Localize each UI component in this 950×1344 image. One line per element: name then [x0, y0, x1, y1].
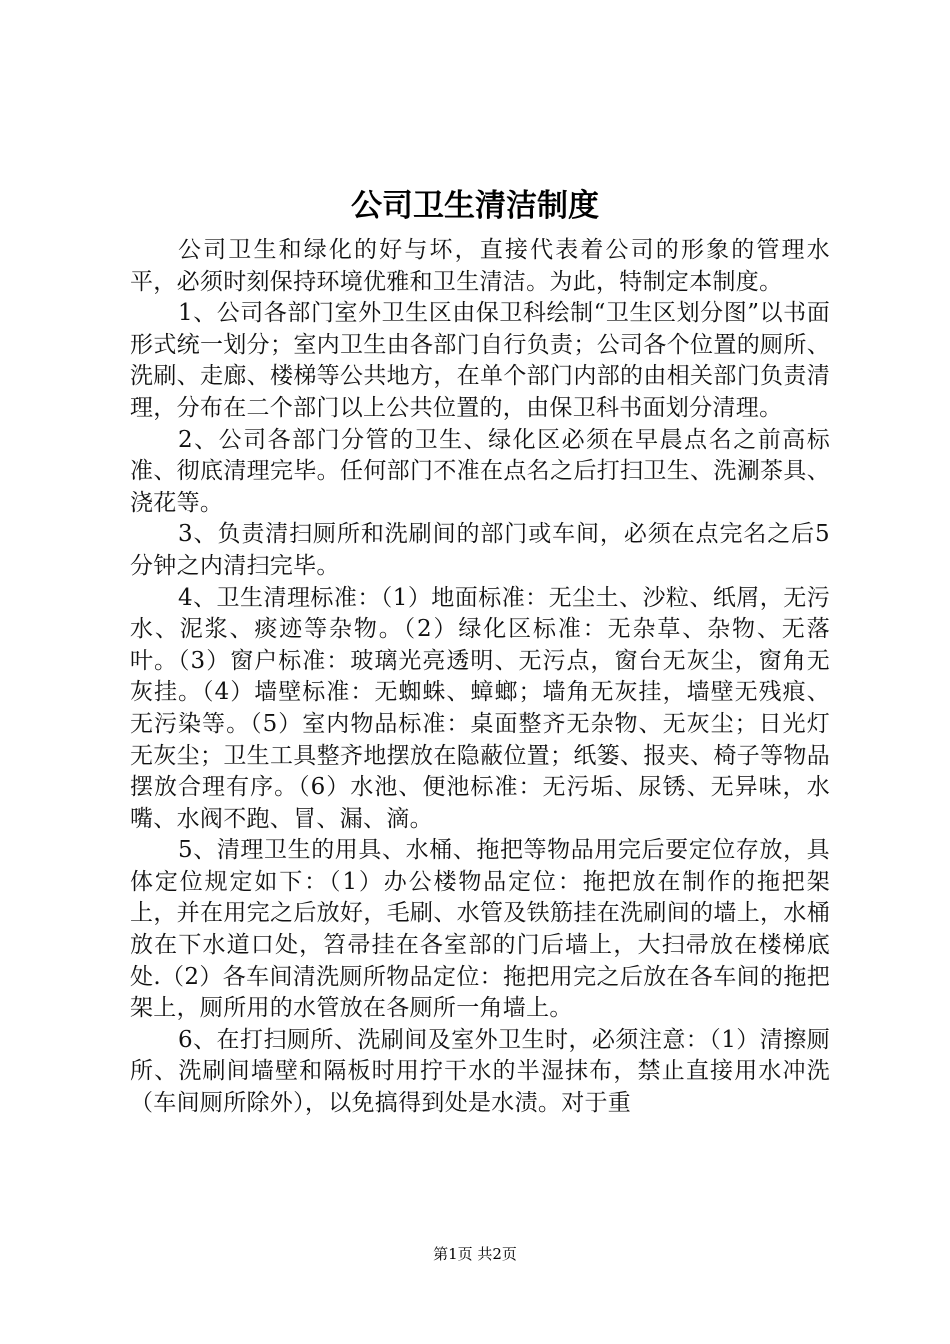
paragraph-item-5: 5、清理卫生的用具、水桶、拖把等物品用完后要定位存放，具体定位规定如下：（1）办公楼物品定位：拖把放在制作的拖把架上，并在用完之后放好，毛刷、水管及铁筋挂在洗刷间的墙上，水桶放在下水道口处，笤帚挂在各室部的门后墙上，大扫帚放在楼梯底处.（2）各车间清洗厕所物品定位：拖把用完之后放在各车间的拖把架上，厕所用的水管放在各厕所一角墙上。: [130, 837, 830, 1022]
paragraph-item-2: 2、公司各部门分管的卫生、绿化区必须在早晨点名之前高标准、彻底清理完毕。任何部门不准在点名之后打扫卫生、洗涮茶具、浇花等。: [130, 426, 830, 516]
paragraph-item-3: 3、负责清扫厕所和洗刷间的部门或车间，必须在点完名之后5分钟之内清扫完毕。: [130, 521, 830, 579]
paragraph-item-4: 4、卫生清理标准：（1）地面标准：无尘土、沙粒、纸屑，无污水、泥浆、痰迹等杂物。（2）绿化区标准：无杂草、杂物、无落叶。（3）窗户标准：玻璃光亮透明、无污点，窗台无灰尘，窗角无灰挂。（4）墙壁标准：无蜘蛛、蟑螂；墙角无灰挂，墙壁无残痕、无污染等。（5）室内物品标准：桌面整齐无杂物、无灰尘；日光灯无灰尘；卫生工具整齐地摆放在隐蔽位置；纸篓、报夹、椅子等物品摆放合理有序。（6）水池、便池标准：无污垢、尿锈、无异味，水嘴、水阀不跑、冒、漏、滴。: [130, 584, 830, 832]
paragraph-item-6: 6、在打扫厕所、洗刷间及室外卫生时，必须注意：（1）清擦厕所、洗刷间墙壁和隔板时用拧干水的半湿抹布，禁止直接用水冲洗（车间厕所除外），以免搞得到处是水渍。对于重: [130, 1026, 830, 1117]
paragraph-intro: 公司卫生和绿化的好与坏，直接代表着公司的形象的管理水平，必须时刻保持环境优雅和卫生清洁。为此，特制定本制度。: [130, 237, 830, 295]
document-body: [130, 235, 830, 1120]
document-title: 公司卫生清洁制度: [351, 188, 599, 224]
page-number-footer: 第1页 共2页: [433, 1245, 517, 1263]
paragraph-item-1: 1、公司各部门室外卫生区由保卫科绘制“卫生区划分图”以书面形式统一划分；室内卫生由各部门自行负责；公司各个位置的厕所、洗刷、走廊、楼梯等公共地方，在单个部门内部的由相关部门负责清理，分布在二个部门以上公共位置的，由保卫科书面划分清理。: [130, 300, 830, 421]
